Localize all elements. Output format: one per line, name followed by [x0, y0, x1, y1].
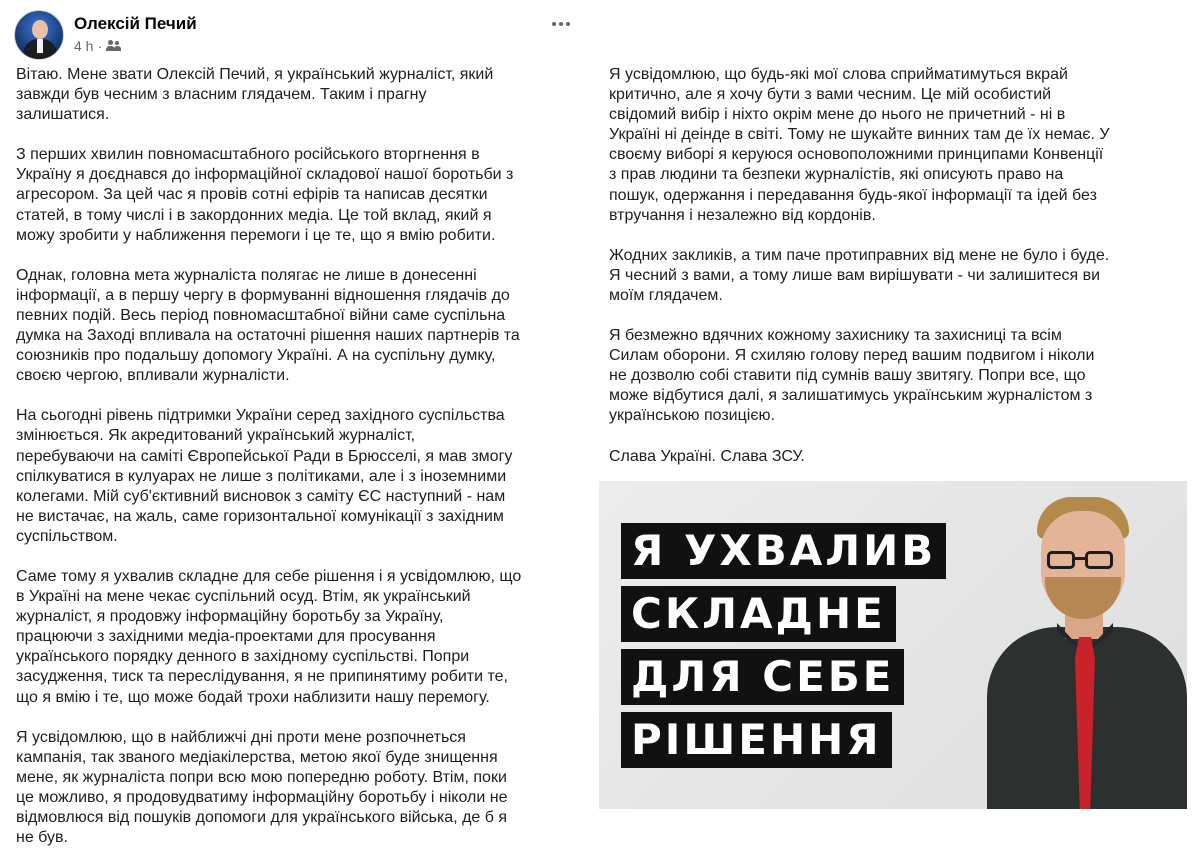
headline-line: СКЛАДНЕ: [621, 586, 896, 642]
avatar-shirt: [37, 39, 43, 53]
post-meta: 4 h ·: [74, 38, 121, 54]
more-horizontal-icon: [552, 22, 556, 26]
glasses-icon: [1047, 551, 1119, 571]
more-options-button[interactable]: [546, 14, 576, 34]
author-avatar[interactable]: [14, 10, 64, 60]
post-paragraph: Я усвідомлюю, що в найближчі дні проти мене розпочнеться кампанія, так званого медіакілерства, метою якої буде знищення мене, як журналіста попри всю мою попередню роботу. Втім, поки це можливо, я продовудватиму інформаційну боротьбу і ніколи не відмовлюся від пошуків допомоги для українського війська, де б я не був.: [16, 728, 508, 847]
headline-line: РІШЕННЯ: [621, 712, 892, 768]
journalist-portrait: [987, 497, 1187, 809]
post-paragraph: Саме тому я ухвалив складне для себе рішення і я усвідомлюю, що в Україні на мене чекає суспільний осуд. Втім, як український журналіст, я продовжу інформаційну боротьбу за Україну, працюючи з західними медіа-проектами для просування українського порядку денного в західному суспільстві. Попри засудження, тиск та переслідування, я не припинятиму робити те, що я вмію і те, що може бодай трохи наблизити нашу перемогу.: [16, 567, 522, 706]
post-header: [14, 8, 584, 62]
portrait-beard: [1045, 577, 1121, 619]
post-timestamp[interactable]: 4 h: [74, 38, 94, 54]
author-name[interactable]: Олексій Печий: [74, 14, 197, 33]
post-paragraph: Однак, головна мета журналіста полягає не лише в донесенні інформації, а в першу чергу в формуванні відношення глядачів до певних подій. Весь період повномасштабної війни саме суспільна думка на Заході впливала на остаточні рішення наших партнерів та союзників про подальшу допомогу Україні. А на суспільну думку, своєю чергою, впливали журналісти.: [16, 266, 520, 385]
headline-line: ДЛЯ СЕБЕ: [621, 649, 904, 705]
post-paragraph: Я усвідомлюю, що будь-які мої слова сприйматимуться вкрай критично, але я хочу бути з вами чесним. Це мій особистий свідомий вибір і ніхто окрім мене до нього не причетний - ні в Україні ні деінде в світі. Тому не шукайте винних там де їх немає. У своєму виборі я керуюся основоположними принципами Конвенції з прав людини та безпеки журналістів, які описують право на пошук, одержання і передавання будь-якої інформації та ідей без втручання і незалежно від кордонів.: [609, 66, 1110, 224]
post-text-right: [609, 65, 1179, 487]
post-paragraph: Жодних закликів, а тим паче протиправних від мене не було і буде. Я чесний з вами, а тому лише вам вирішувати - чи залишитеся ви моїм глядачем.: [609, 246, 1110, 304]
headline-line: Я УХВАЛИВ: [621, 523, 946, 579]
post-paragraph: Я безмежно вдячних кожному захиснику та захисниці та всім Силам оборони. Я схиляю голову перед вашим подвигом і ніколи не дозволю собі ставити під сумнів вашу звитягу. Попри все, що може відбутися далі, я залишатимусь українським журналістом з українською позицією.: [609, 327, 1095, 425]
post-paragraph: З перших хвилин повномасштабного російського вторгнення в Україну я доєднався до інформаційної складової нашої боротьби з агресором. За цей час я провів сотні ефірів та написав десятки статей, в тому числі і в закордонних медіа. Це той вклад, який я можу зробити у наближення перемоги і це те, що я вмію робити.: [16, 146, 514, 244]
post-paragraph: На сьогодні рівень підтримки України серед західного суспільства змінюється. Як акредитований український журналіст, перебуваючи на саміті Європейської Ради в Брюсселі, я мав змогу спілкуватися в кулуарах не лише з політиками, але і з іноземними колегами. Мій суб'єктивний висновок з саміту ЄС наступний - нам не вистачає, на жаль, саме горизонтальної комунікації з західним суспільством.: [16, 407, 513, 545]
post-text-left: [16, 65, 586, 868]
friends-icon[interactable]: [106, 40, 121, 52]
post-image[interactable]: [599, 481, 1187, 809]
avatar-face: [32, 20, 48, 39]
post-paragraph: Слава Україні. Слава ЗСУ.: [609, 447, 805, 465]
image-headline: [621, 523, 946, 775]
post-paragraph: Вітаю. Мене звати Олексій Печий, я український журналіст, який завжди був чесним з власним глядачем. Таким і прагну залишатися.: [16, 66, 494, 124]
